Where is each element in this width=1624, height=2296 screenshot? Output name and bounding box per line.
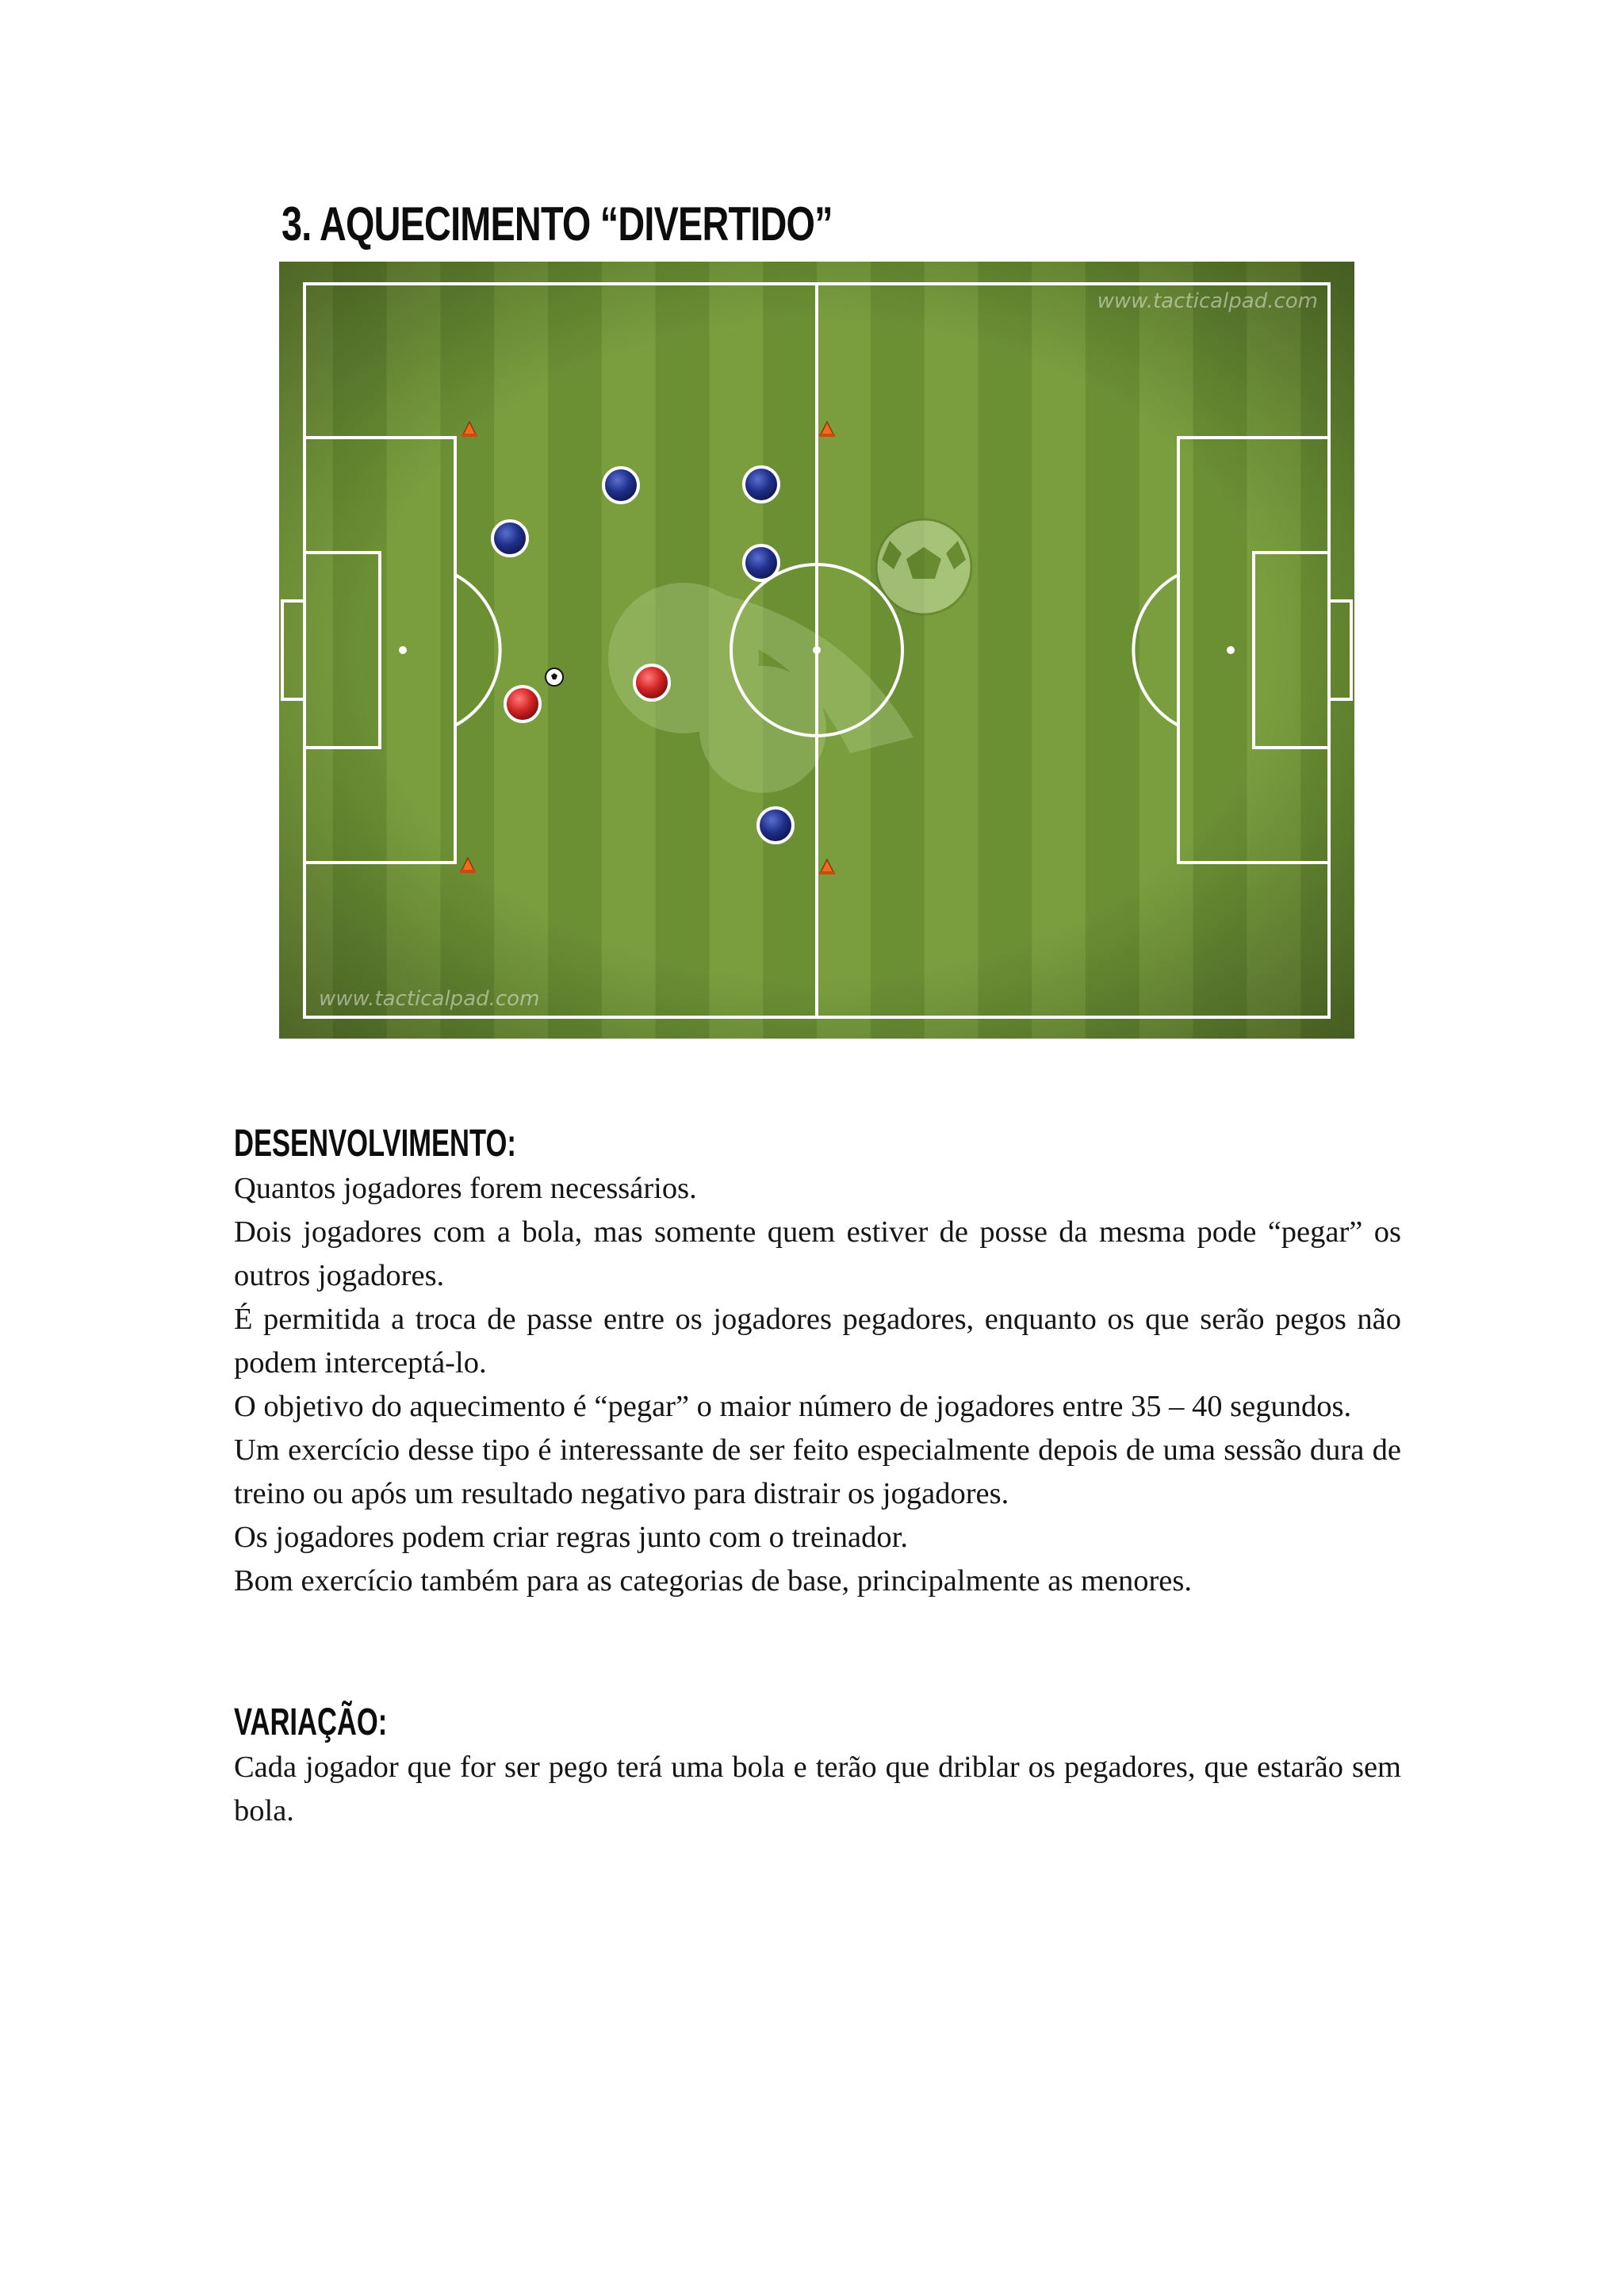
development-paragraph: Quantos jogadores forem necessários. [234, 1172, 697, 1205]
blue-player [758, 808, 793, 843]
center-spot [813, 646, 821, 654]
variation-paragraph: Cada jogador que for ser pego terá uma bola e terão que driblar os pegadores, que estarão sem bola. [234, 1751, 1401, 1827]
red-player [505, 687, 540, 721]
red-player [634, 665, 669, 700]
development-paragraph: Um exercício desse tipo é interessante de ser feito especialmente depois de uma sessão dura de treino ou após um resultado negativo para distrair os jogadores. [234, 1433, 1401, 1510]
development-paragraph: Bom exercício também para as categorias de base, principalmente as menores. [234, 1564, 1192, 1598]
variation-heading: VARIAÇÃO: [234, 1701, 388, 1743]
development-paragraph: É permitida a troca de passe entre os jogadores pegadores, enquanto os que serão pegos não podem interceptá-lo. [234, 1303, 1401, 1380]
development-heading: DESENVOLVIMENTO: [234, 1123, 516, 1165]
blue-player [744, 467, 779, 502]
blue-player [492, 521, 527, 556]
left-penalty-spot [399, 646, 407, 654]
watermark-top: www.tacticalpad.com [1097, 289, 1318, 313]
blue-player [603, 468, 638, 503]
blue-player [744, 545, 779, 580]
tactical-diagram [279, 262, 1354, 1039]
development-paragraph: O objetivo do aquecimento é “pegar” o maior número de jogadores entre 35 – 40 segundos. [234, 1390, 1352, 1423]
ball [546, 668, 563, 686]
section-title: 3. AQUECIMENTO “DIVERTIDO” [282, 197, 833, 251]
watermark-bottom: www.tacticalpad.com [319, 987, 540, 1011]
variation-body [234, 1746, 1401, 1833]
development-paragraph: Dois jogadores com a bola, mas somente quem estiver de posse da mesma pode “pegar” os outros jogadores. [234, 1215, 1401, 1292]
development-body [234, 1167, 1401, 1603]
right-penalty-spot [1227, 646, 1235, 654]
artwork-football [876, 519, 971, 614]
football-pitch [279, 262, 1354, 1039]
development-paragraph: Os jogadores podem criar regras junto com o treinador. [234, 1521, 908, 1554]
